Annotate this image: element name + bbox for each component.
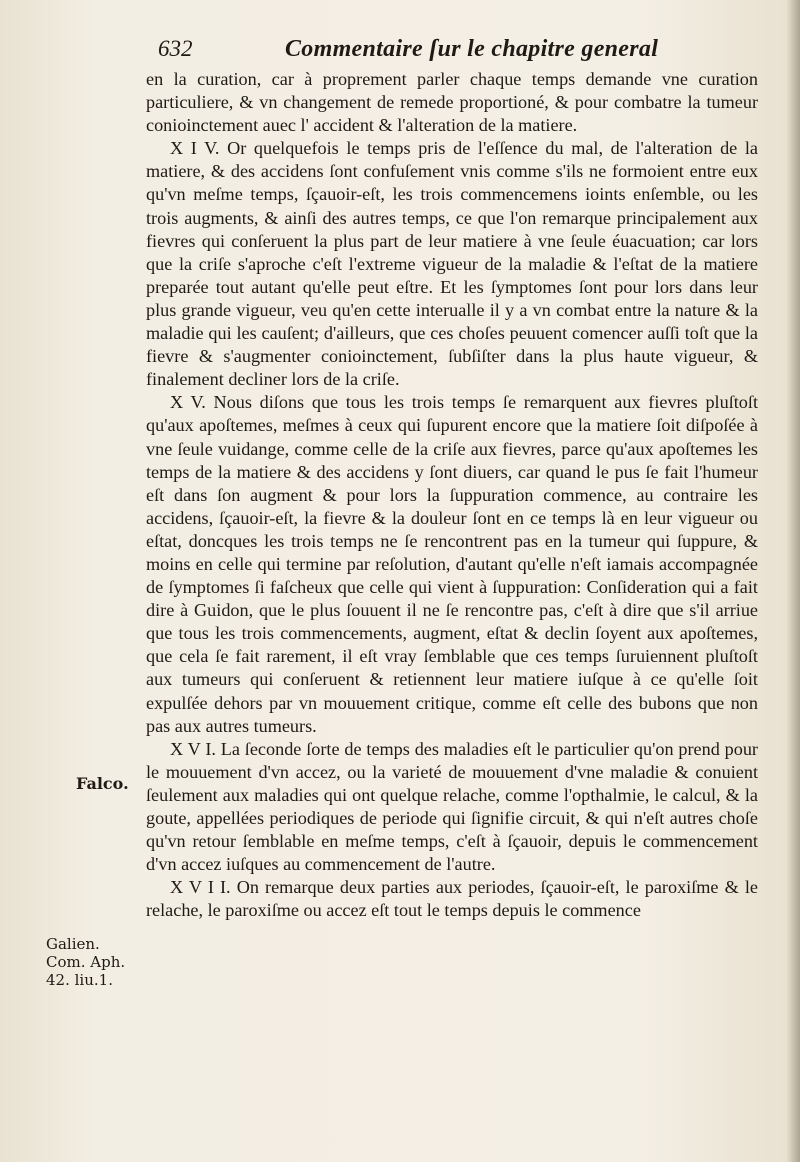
body-text [146,68,758,922]
paragraph-xiv: X I V. Or quelquefois le temps pris de l'eſſence du mal, de l'alteration de la matiere, & des accidens ſont confuſement vnis comme s'ils ne formoient entre eux qu'vn meſme temps, ſçauoir-eſt, les trois commencemens ioints enſemble, ou les trois augments, & ainſi des autres temps, ce que l'on remarque principalement aux fievres qui conſeruent la plus part de leur matiere à vne ſeule éuacuation; car lors que la criſe s'aproche c'eſt l'extreme vigueur de la maladie & l'eſtat de la matiere preparée tout autant qu'elle peut eſtre. Et les ſymptomes ſont pour lors dans leur plus grande vigueur, veu qu'en cette interualle il y a vn combat entre la nature & la maladie qui les cauſent; d'ailleurs, que ces choſes peuuent comencer auſſi toſt que la fievre & s'augmenter conioinctement, ſubſiſter dans la plus haute vigueur, & finalement decliner lors de la criſe. [146,138,758,390]
margin-note-galien-line: 42. liu.1. [46,971,113,989]
margin-note-galien-line: Galien. [46,935,100,953]
margin-note-galien [46,935,125,989]
paragraph-xvii: X V I I. On remarque deux parties aux periodes, ſçauoir-eſt, le paroxiſme & le relache, le paroxiſme ou accez eſt tout le temps depuis le commence [146,877,758,921]
paragraph-continuation: en la curation, car à proprement parler chaque temps demande vne curation particuliere, & vn changement de remede proportioné, & pour combatre la tumeur conioinctement auec l' accident & l'alteration de la matiere. [146,69,758,136]
page-header [150,34,770,68]
running-title: Commentaire ſur le chapitre general [285,36,659,62]
page-number: 632 [158,36,193,61]
paragraph-xv: X V. Nous diſons que tous les trois temps ſe remarquent aux fievres pluſtoſt qu'aux apoſtemes, meſmes à ceux qui ſupurent encore que la matiere ſoit diſpoſée à vne ſeule vuidange, comme celle de la criſe aux fievres, parce qu'aux apoſtemes les temps de la matiere & des accidens y ſont diuers, car quand le pus ſe fait l'humeur eſt dans ſon augment & pour lors la ſuppuration commence, au contraire les accidens, ſçauoir-eſt, la fievre & la douleur ſont en ce temps là en leur vigueur ou eſtat, doncques les trois temps ne ſe rencontrent pas en la tumeur qui ſuppure, & moins en celle qui termine par reſolution, d'autant qu'elle n'eſt iamais accompagnée de ſymptomes ſi faſcheux que celle qui vient à ſuppuration: Conſideration qui a fait dire à Guidon, que le plus ſouuent il ne ſe rencontre pas, c'eſt à dire que s'il arriue que tous les trois commencements, augment, eſtat & declin ſoyent aux apoſtemes, que cela ſe fait rarement, il eſt vray ſemblable que ces temps ſuruiennent pluſtoſt aux tumeurs qui conſeruent & retiennent leur matiere iuſque à ce qu'elle ſoit expulſée dehors par vn mouuement critique, comme eſt celle des bubons que non pas aux autres tumeurs. [146,392,758,736]
page-edge-shadow [786,0,800,1162]
margin-note-falco: Falco. [76,774,129,793]
margin-note-galien-line: Com. Aph. [46,953,126,971]
paragraph-xvi: X V I. La ſeconde ſorte de temps des maladies eſt le particulier qu'on prend pour le mouuement d'vn accez, ou la varieté de mouuement d'vne maladie & conuient ſeulement aux maladies qui ont quelque relache, comme l'opthalmie, le calcul, & la goute, appellées periodiques de periode qui ſignifie circuit, & qui n'eſt autres choſe qu'vn retour ſemblable en meſme temps, c'eſt à ſçauoir, depuis le commencement d'vn accez iuſques au commencement de l'autre. [146,738,758,875]
